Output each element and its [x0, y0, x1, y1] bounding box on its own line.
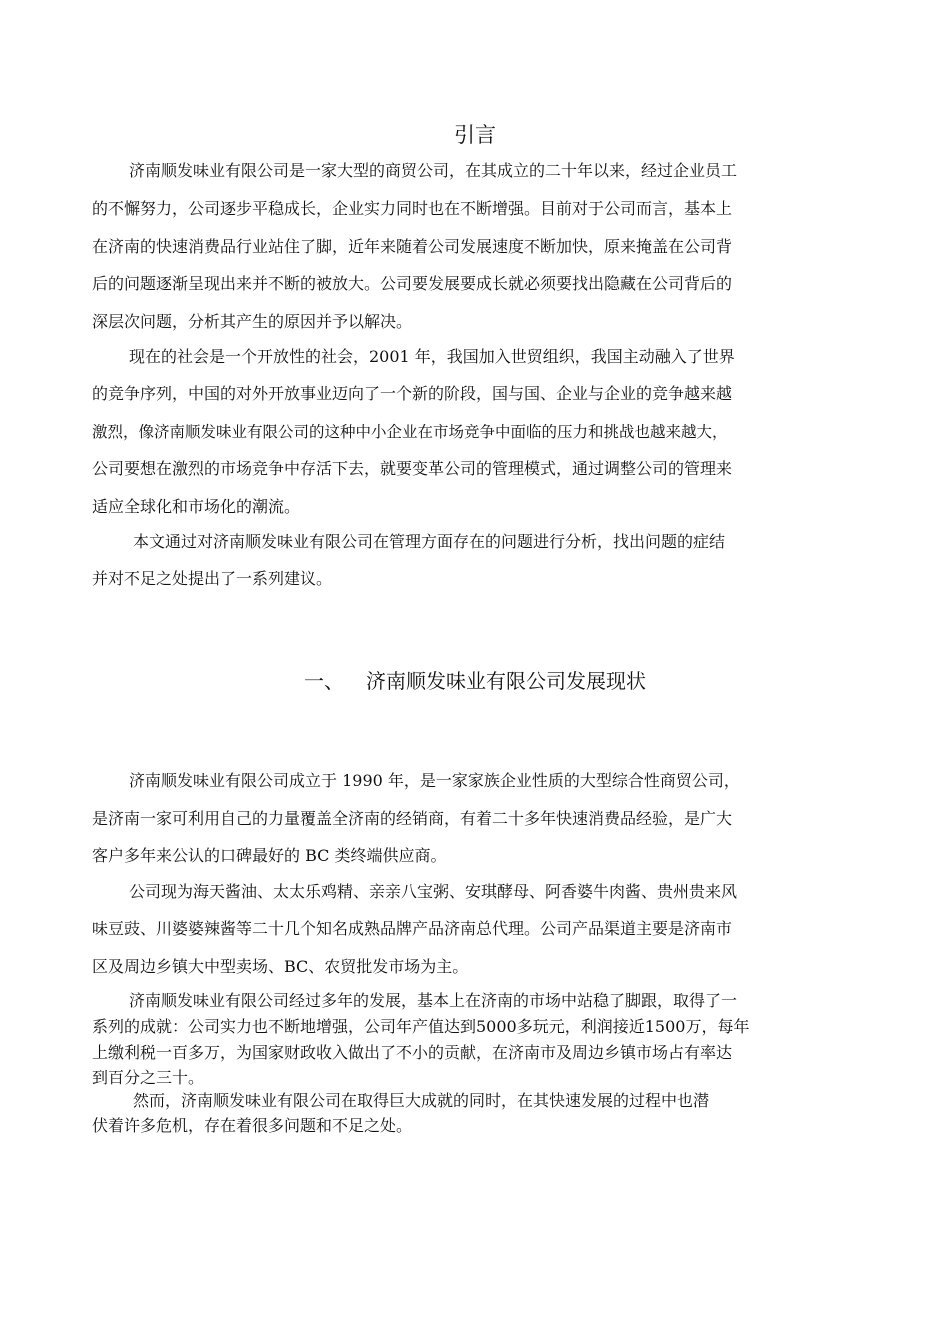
- sec1-p4-line-2: 伏着许多危机，存在着很多问题和不足之处。: [92, 1116, 413, 1135]
- sec1-p3-line-4: 到百分之三十。: [92, 1068, 205, 1087]
- sec1-p2-line-2: 味豆豉、川婆婆辣酱等二十几个知名成熟品牌产品济南总代理。公司产品渠道主要是济南市: [92, 919, 733, 938]
- section-1-number: 一、: [304, 669, 344, 693]
- sec1-p3-line-3: 上缴利税一百多万，为国家财政收入做出了不小的贡献，在济南市及周边乡镇市场占有率达: [92, 1043, 733, 1062]
- intro-p1-line-1: 济南顺发味业有限公司是一家大型的商贸公司，在其成立的二十年以来，经过企业员工: [129, 161, 738, 180]
- sec1-p3-line-2: 系列的成就：公司实力也不断地增强，公司年产值达到5000多玩元，利润接近1500万，每年: [92, 1017, 750, 1036]
- intro-heading: 引言: [454, 123, 496, 147]
- sec1-p2-line-3: 区及周边乡镇大中型卖场、BC、农贸批发市场为主。: [92, 957, 469, 976]
- intro-p2-line-4: 公司要想在激烈的市场竞争中存活下去，就要变革公司的管理模式，通过调整公司的管理来: [92, 459, 733, 478]
- sec1-p2-line-1: 公司现为海天酱油、太太乐鸡精、亲亲八宝粥、安琪酵母、阿香婆牛肉酱、贵州贵来风: [129, 882, 738, 901]
- intro-p2-line-2: 的竞争序列，中国的对外开放事业迈向了一个新的阶段，国与国、企业与企业的竞争越来越: [92, 384, 733, 403]
- intro-p1-line-2: 的不懈努力，公司逐步平稳成长，企业实力同时也在不断增强。目前对于公司而言，基本上: [92, 199, 733, 218]
- intro-p1-line-3: 在济南的快速消费品行业站住了脚，近年来随着公司发展速度不断加快，原来掩盖在公司背: [92, 237, 733, 256]
- sec1-p1-line-2: 是济南一家可利用自己的力量覆盖全济南的经销商，有着二十多年快速消费品经验，是广大: [92, 809, 733, 828]
- intro-p2-line-3: 激烈，像济南顺发味业有限公司的这种中小企业在市场竞争中面临的压力和挑战也越来越大，: [92, 423, 728, 441]
- intro-p1-line-5: 深层次问题，分析其产生的原因并予以解决。: [92, 312, 413, 331]
- sec1-p4-line-1: 然而，济南顺发味业有限公司在取得巨大成就的同时，在其快速发展的过程中也潜: [133, 1091, 710, 1110]
- sec1-p1-line-1: 济南顺发味业有限公司成立于 1990 年，是一家家族企业性质的大型综合性商贸公司，: [129, 771, 740, 790]
- intro-p3-line-2: 并对不足之处提出了一系列建议。: [92, 569, 333, 588]
- section-1-heading: [0, 665, 950, 697]
- intro-p3-line-1: 本文通过对济南顺发味业有限公司在管理方面存在的问题进行分析，找出问题的症结: [133, 532, 726, 551]
- intro-p2-line-1: 现在的社会是一个开放性的社会，2001 年，我国加入世贸组织，我国主动融入了世界: [129, 347, 735, 366]
- section-1-title: 济南顺发味业有限公司发展现状: [366, 669, 646, 693]
- sec1-p3-line-1: 济南顺发味业有限公司经过多年的发展，基本上在济南的市场中站稳了脚跟，取得了一: [129, 991, 738, 1010]
- intro-p1-line-4: 后的问题逐渐呈现出来并不断的被放大。公司要发展要成长就必须要找出隐藏在公司背后的: [92, 274, 733, 293]
- intro-p2-line-5: 适应全球化和市场化的潮流。: [92, 497, 301, 516]
- sec1-p1-line-3: 客户多年来公认的口碑最好的 BC 类终端供应商。: [92, 846, 447, 865]
